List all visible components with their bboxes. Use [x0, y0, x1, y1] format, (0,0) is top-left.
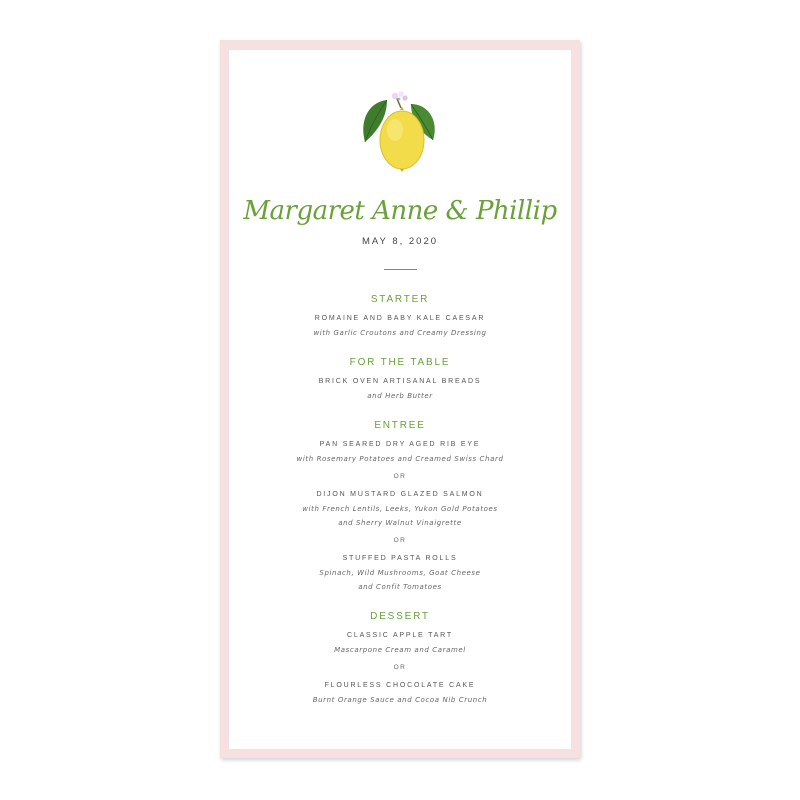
dish-description: with French Lentils, Leeks, Yukon Gold Potatoes [302, 505, 498, 513]
title-divider [384, 269, 417, 270]
course-heading-for-the-table: FOR THE TABLE [349, 357, 451, 368]
dish-description: and Confit Tomatoes [358, 583, 442, 591]
lemon-icon [357, 90, 445, 178]
dish-name: STUFFED PASTA ROLLS [342, 555, 458, 562]
dish-description: Burnt Orange Sauce and Cocoa Nib Crunch [312, 696, 488, 704]
dish-description: with Rosemary Potatoes and Creamed Swiss Chard [296, 455, 504, 463]
menu-card-body [229, 50, 571, 749]
couple-names: Margaret Anne & Phillip [243, 196, 557, 226]
or-separator: OR [393, 664, 407, 671]
or-separator: OR [393, 473, 407, 480]
course-heading-entree: ENTREE [374, 420, 426, 431]
dish-name: CLASSIC APPLE TART [347, 632, 453, 639]
course-heading-dessert: DESSERT [370, 611, 430, 622]
dish-name: BRICK OVEN ARTISANAL BREADS [318, 378, 482, 385]
dish-description: Mascarpone Cream and Caramel [334, 646, 466, 654]
event-date: MAY 8, 2020 [361, 236, 439, 247]
dish-name: FLOURLESS CHOCOLATE CAKE [324, 682, 476, 689]
dish-name: PAN SEARED DRY AGED RIB EYE [319, 441, 481, 448]
or-separator: OR [393, 537, 407, 544]
dish-description: and Herb Butter [367, 392, 433, 400]
dish-description: and Sherry Walnut Vinaigrette [338, 519, 462, 527]
dish-description: Spinach, Wild Mushrooms, Goat Cheese [319, 569, 481, 577]
dish-name: ROMAINE AND BABY KALE CAESAR [314, 315, 486, 322]
course-heading-starter: STARTER [370, 294, 430, 305]
menu-card [220, 40, 580, 758]
dish-name: DIJON MUSTARD GLAZED SALMON [316, 491, 484, 498]
dish-description: with Garlic Croutons and Creamy Dressing [313, 329, 487, 337]
